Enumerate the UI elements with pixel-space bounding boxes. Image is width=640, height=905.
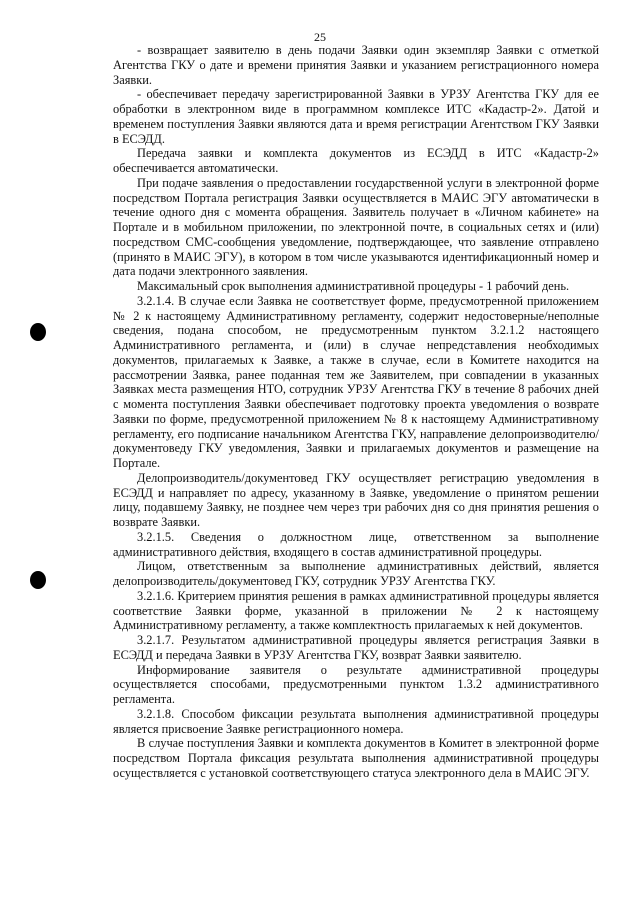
paragraph: Максимальный срок выполнения административной процедуры - 1 рабочий день. <box>137 279 570 293</box>
paragraph: 3.2.1.5. Сведения о должностном лице, ответственном за выполнение административного действия, входящего в состав административной процедуры. <box>113 529 599 559</box>
paragraph: - возвращает заявителю в день подачи Заявки один экземпляр Заявки с отметкой Агентства ГКУ о дате и времени принятия Заявки и указанием регистрационного номера Заявки. <box>113 43 599 87</box>
paragraph: - обеспечивает передачу зарегистрированной Заявки в УРЗУ Агентства ГКУ для ее обработки в электронном виде в программном комплексе ИТС «Кадастр-2». Датой и временем поступления Заявки являются дата и время регистрации Агентством ГКУ Заявки в ЕСЭДД. <box>113 87 599 146</box>
paragraph: Информирование заявителя о результате административной процедуры осуществляется способами, предусмотренными пунктом 1.3.2 административного регламента. <box>113 662 599 706</box>
paragraph: 3.2.1.8. Способом фиксации результата выполнения административной процедуры является присвоение Заявке регистрационного номера. <box>113 706 599 736</box>
page-number: 25 <box>314 30 326 44</box>
paragraph: Передача заявки и комплекта документов из ЕСЭДД в ИТС «Кадастр-2» обеспечивается автоматически. <box>113 146 599 175</box>
paragraph: При подаче заявления о предоставлении государственной услуги в электронной форме посредством Портала регистрация Заявки осуществляется в МАИС ЭГУ автоматически в течение одного дня с момента обращения. Заявитель получает в «Личном кабинете» на Портале и в мобильном приложении, по электронной почте, в социальных сетях и (или) посредством СМС-сообщения уведомление, подтверждающее, что заявление отправлено (принято в МАИС ЭГУ), в котором в том числе указываются идентификационный номер и дата подачи электронного заявления. <box>113 175 599 279</box>
paragraph: Лицом, ответственным за выполнение административных действий, является делопроизводитель/документовед ГКУ, сотрудник УРЗУ Агентства ГКУ. <box>113 559 599 588</box>
paragraph: 3.2.1.7. Результатом административной процедуры является регистрация Заявки в ЕСЭДД и передача Заявки в УРЗУ Агентства ГКУ, возврат Заявки заявителю. <box>113 633 599 662</box>
paragraph: 3.2.1.4. В случае если Заявка не соответствует форме, предусмотренной приложением № 2 к настоящему Административному регламенту, содержит недостоверные/неполные сведения, подана способом, не предусмотренным пунктом 3.2.1.2 настоящего Административного регламента, и (или) в случае непредставления необходимых документов, прилагаемых к Заявке, а также в случае, если в Комитете находится на рассмотрении Заявка, ранее поданная тем же Заявителем, при совпадении в указанных Заявках места размещения НТО, сотрудник УРЗУ Агентства ГКУ в течение 8 рабочих дней с момента поступления Заявки обеспечивает подготовку проекта уведомления о возврате Заявки по форме, предусмотренной приложением № 8 к настоящему Административному регламенту, его подписание начальником Агентства ГКУ, направление делопроизводителю/документоведу ГКУ уведомления, Заявки и прилагаемых документов и размещение на Портале. <box>113 293 599 470</box>
binder-hole-mark <box>30 571 46 589</box>
binder-hole-mark <box>30 323 46 341</box>
paragraph: 3.2.1.6. Критерием принятия решения в рамках административной процедуры является соответствие Заявки форме, указанной в приложении № 2 к настоящему Административному регламенту, а также комплектность прилагаемых к ней документов. <box>113 588 599 633</box>
document-body <box>113 43 599 781</box>
paragraph: Делопроизводитель/документовед ГКУ осуществляет регистрацию уведомления в ЕСЭДД и направляет по адресу, указанному в Заявке, уведомление о принятом решении лицу, подавшему Заявку, не позднее чем через три рабочих дня со дня принятия решения о возврате Заявки. <box>113 470 599 529</box>
paragraph: В случае поступления Заявки и комплекта документов в Комитет в электронной форме посредством Портала фиксация результата выполнения административной процедуры осуществляется с установкой соответствующего статуса электронного дела в МАИС ЭГУ. <box>113 736 599 780</box>
